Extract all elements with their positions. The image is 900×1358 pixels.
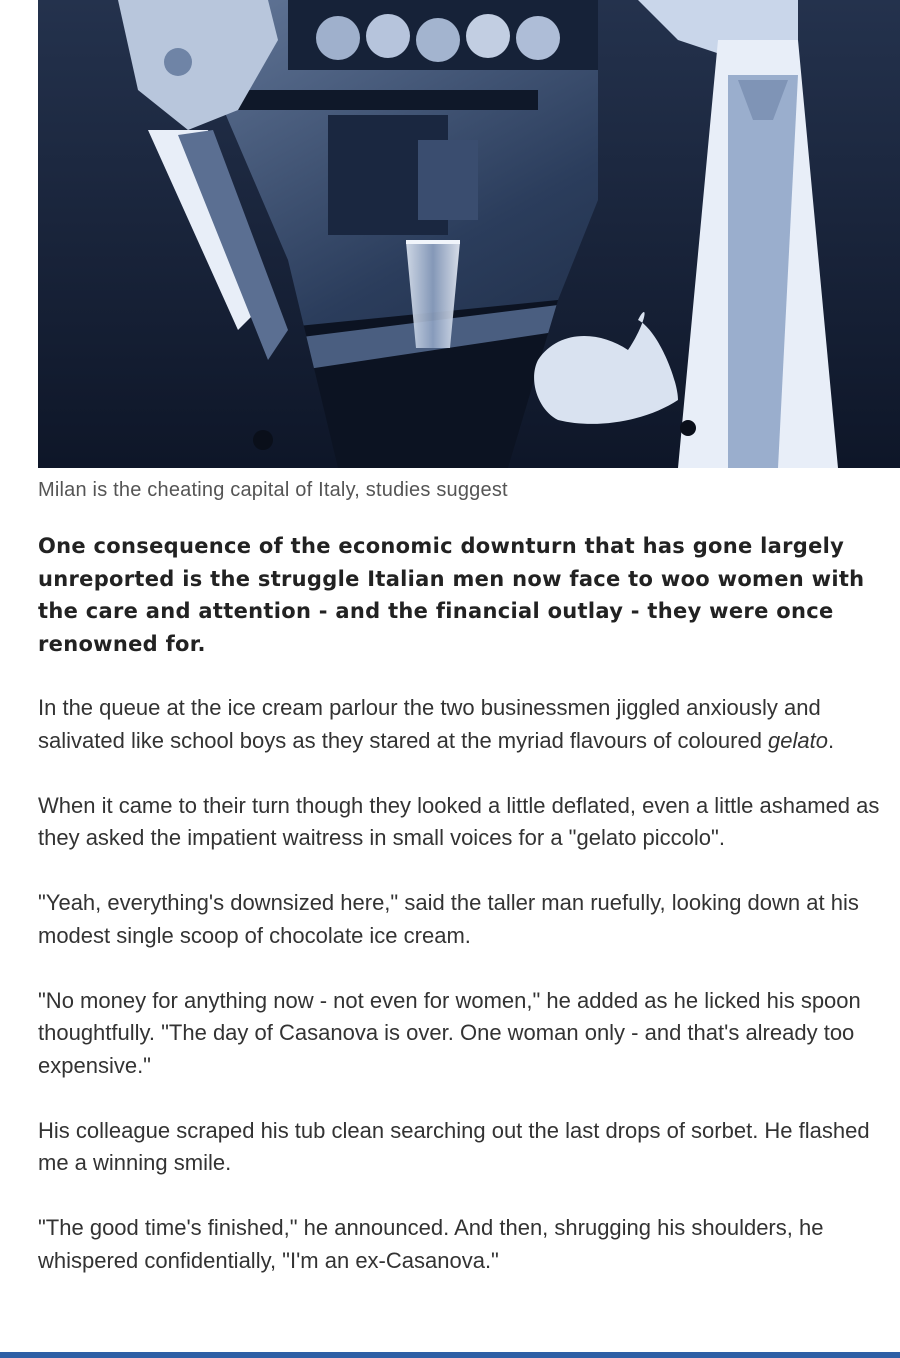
article-paragraph-2: When it came to their turn though they looked a little deflated, even a little ashamed as they asked the impatient waitress in small voices for a "gelato piccolo".	[38, 792, 880, 850]
businessmen-photo-illustration	[38, 0, 900, 468]
article-paragraph-3: "Yeah, everything's downsized here," said the taller man ruefully, looking down at his modest single scoop of chocolate ice cream.	[38, 890, 859, 948]
article-paragraph-1	[38, 692, 888, 757]
article-paragraph-4: "No money for anything now - not even for women," he added as he licked his spoon thoughtfully. "The day of Casanova is over. One woman only - and that's already too expensive."	[38, 987, 861, 1078]
photo-caption: Milan is the cheating capital of Italy, studies suggest	[38, 479, 508, 501]
paragraph-1-italic-word: gelato	[768, 727, 828, 753]
article-lead: One consequence of the economic downturn that has gone largely unreported is the struggle Italian men now face to woo women with the care and attention - and the financial outlay - they were once renowned for.	[38, 534, 865, 656]
paragraph-1-end: .	[828, 727, 835, 753]
article-paragraph-5: His colleague scraped his tub clean searching out the last drops of sorbet. He flashed me a winning smile.	[38, 1117, 870, 1175]
article-body	[38, 530, 888, 1277]
paragraph-1-text: In the queue at the ice cream parlour the two businessmen jiggled anxiously and salivated like school boys as they stared at the myriad flavours of coloured	[38, 695, 821, 753]
article-photo	[38, 0, 900, 468]
article-paragraph-6: "The good time's finished," he announced. And then, shrugging his shoulders, he whispered confidentially, "I'm an ex-Casanova."	[38, 1215, 824, 1273]
bottom-divider	[0, 1352, 900, 1358]
